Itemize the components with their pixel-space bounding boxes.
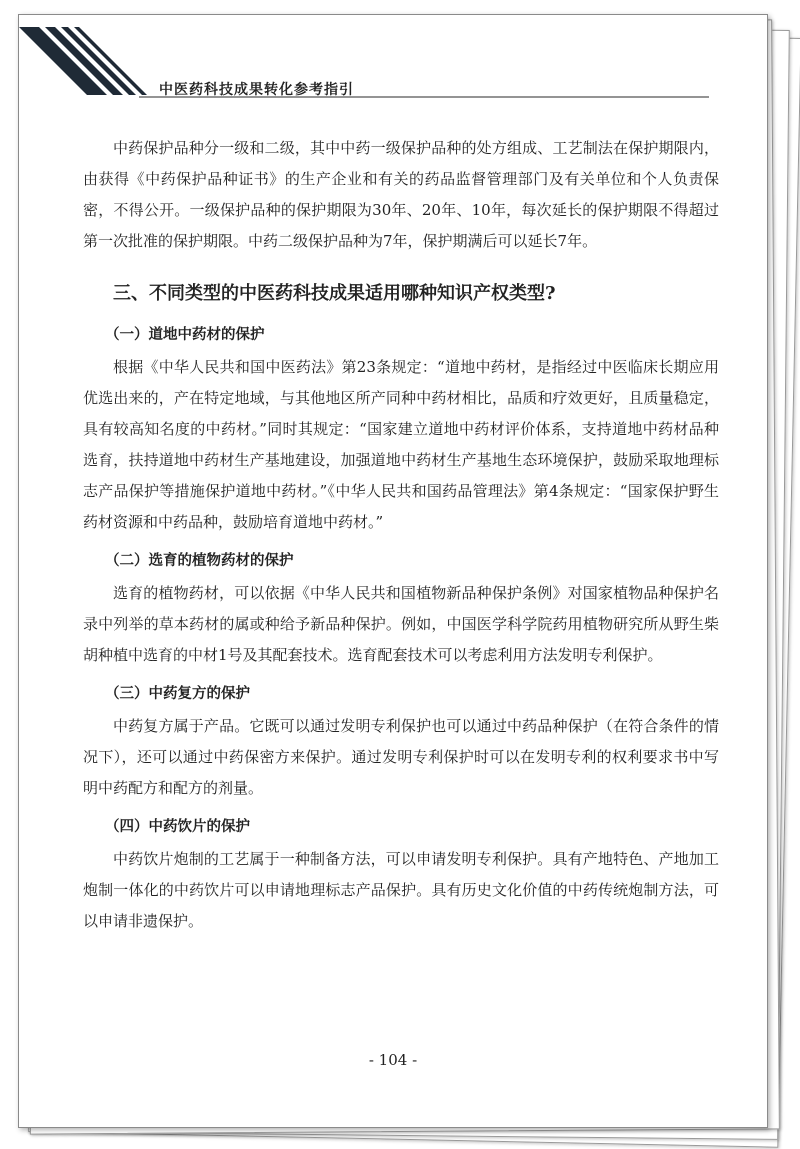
page-number: - 104 - <box>368 1051 418 1069</box>
section-title: 三、不同类型的中医药科技成果适用哪种知识产权类型? <box>113 283 556 304</box>
body-text <box>83 133 719 937</box>
subsection-paragraph: 选育的植物药材，可以依据《中华人民共和国植物新品种保护条例》对国家植物品种保护名录中列举的草本药材的属或种给予新品种保护。例如，中国医学科学院药用植物研究所从野生柴胡种植中选育的中材1号及其配套技术。选育配套技术可以考虑利用方法发明专利保护。 <box>83 584 719 664</box>
subsection-title: （三）中药复方的保护 <box>105 686 250 702</box>
running-title: 中医药科技成果转化参考指引 <box>159 82 354 98</box>
subsection-title: （二）选育的植物药材的保护 <box>105 553 294 569</box>
subsection-title: （一）道地中药材的保护 <box>105 327 265 343</box>
document-page <box>18 14 768 1128</box>
subsection-paragraph: 中药复方属于产品。它既可以通过发明专利保护也可以通过中药品种保护（在符合条件的情况下），还可以通过中药保密方来保护。通过发明专利保护时可以在发明专利的权利要求书中写明中药配方和配方的剂量。 <box>83 717 719 797</box>
subsection-paragraph: 中药饮片炮制的工艺属于一种制备方法，可以申请发明专利保护。具有产地特色、产地加工炮制一体化的中药饮片可以申请地理标志产品保护。具有历史文化价值的中药传统炮制方法，可以申请非遗保护。 <box>83 850 719 930</box>
header-decoration <box>19 15 767 125</box>
subsection-title: （四）中药饮片的保护 <box>105 819 250 835</box>
subsection-paragraph: 根据《中华人民共和国中医药法》第23条规定：“道地中药材，是指经过中医临床长期应用优选出来的，产在特定地域，与其他地区所产同种中药材相比，品质和疗效更好，且质量稳定，具有较高知名度的中药材。”同时其规定：“国家建立道地中药材评价体系，支持道地中药材品种选育，扶持道地中药材生产基地建设，加强道地中药材生产基地生态环境保护，鼓励采取地理标志产品保护等措施保护道地中药材。”《中华人民共和国药品管理法》第4条规定：“国家保护野生药材资源和中药品种，鼓励培育道地中药材。” <box>83 358 719 531</box>
intro-paragraph: 中药保护品种分一级和二级，其中中药一级保护品种的处方组成、工艺制法在保护期限内，由获得《中药保护品种证书》的生产企业和有关的药品监督管理部门及有关单位和个人负责保密，不得公开。一级保护品种的保护期限为30年、20年、10年，每次延长的保护期限不得超过第一次批准的保护期限。中药二级保护品种为7年，保护期满后可以延长7年。 <box>83 139 719 250</box>
